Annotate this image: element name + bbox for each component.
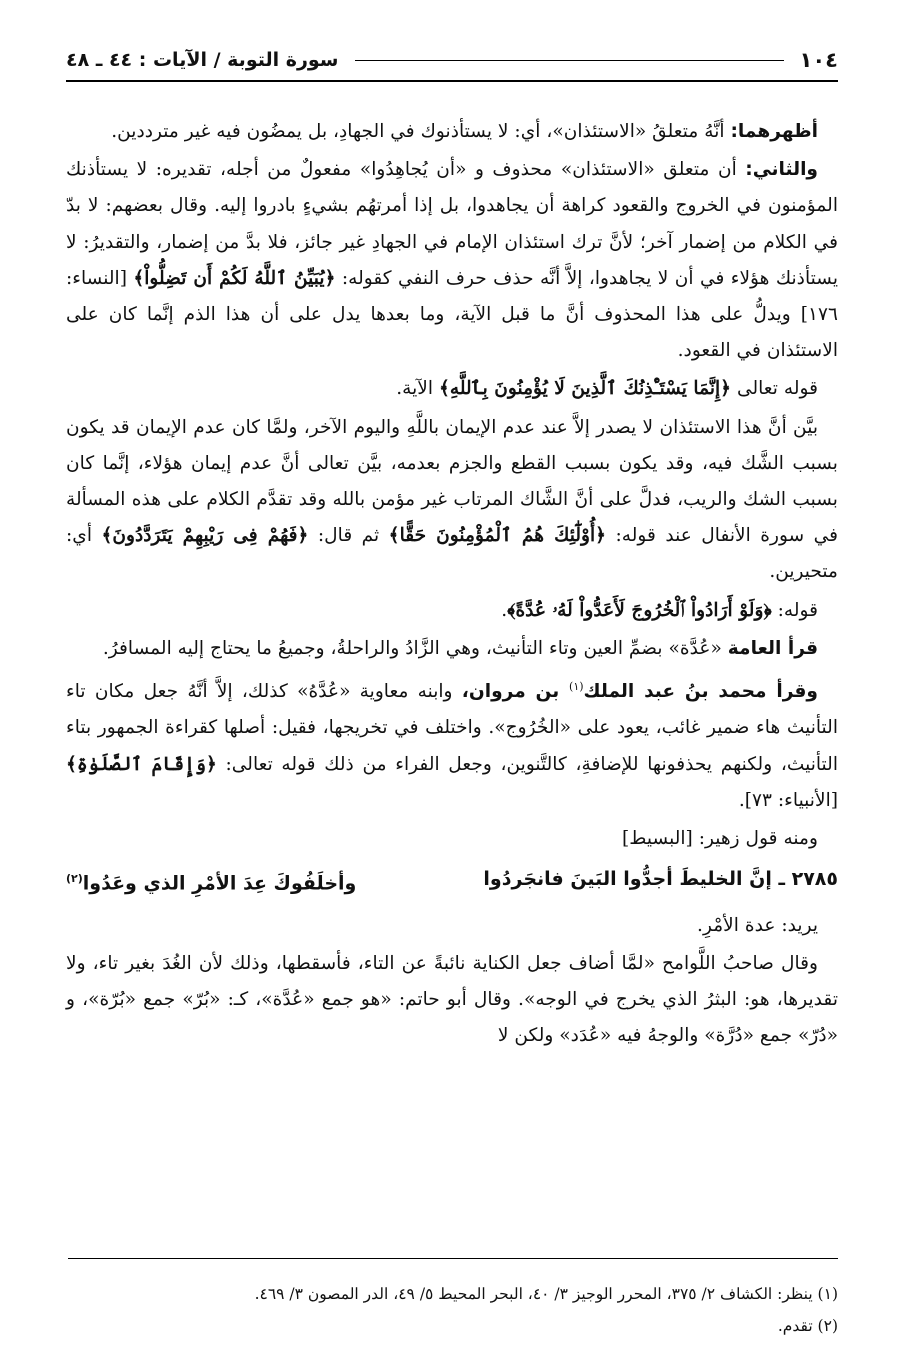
paragraph-8 bbox=[66, 821, 838, 857]
paragraph-9-text: يريد: عدة الأمْرِ. bbox=[697, 914, 818, 936]
paragraph-10-text: وقال صاحبُ اللَّوامح «لمَّا أضاف جعل الكناية نائبةً عن التاء، فأسقطها، وذلك لأن الغُدَ بغير تاء، ولا تقديرها، هو: البثرُ الذي يخرج في الوجه». وقال أبو حاتم: «هو جمع «عُدَّة»، كـ: «بُرّ» جمع «بُرّة»، و «دُرّ» جمع «دُرَّة» والوجهُ فيه «عُدَد» ولكن لا bbox=[66, 952, 838, 1047]
verse-second-hemistich bbox=[66, 861, 356, 902]
paragraph-1-lead: أظهرهما: bbox=[730, 121, 818, 142]
paragraph-6-lead: قرأ العامة bbox=[727, 637, 818, 659]
paragraph-6 bbox=[66, 631, 838, 667]
paragraph-7-text: وابنه معاوية «عُدَّهُ» كذلك، إلاَّ أنَّهُ جعل مكان تاء التأنيث هاء ضمير غائب، يعود على «الخُرُوج». واختلف في تخريجها، فقيل: أصلها كقراءة الجمهور بتاء التأنيث، ولكنهم يحذفونها للإضافةِ، كالتَّنوين، وجعل الفراء من ذلك قوله تعالى: bbox=[66, 681, 838, 775]
paragraph-4 bbox=[66, 410, 838, 591]
paragraph-7-text-cont: [الأنبياء: ٧٣]. bbox=[738, 789, 838, 811]
quran-quote: ﴿وَإِقَامَ ٱلصَّلَوٰةِ﴾ bbox=[66, 753, 217, 775]
quran-quote: ﴿أُوْلَٰٓئِكَ هُمُ ٱلْمُؤْمِنُونَ حَقًّا﴾ bbox=[388, 525, 607, 547]
running-title: سورة التوبة / الآيات : ٤٤ ـ ٤٨ bbox=[66, 49, 339, 71]
paragraph-4-text: بيَّن أنَّ هذا الاستئذان لا يصدر إلاَّ عند عدم الإيمان باللَّهِ واليوم الآخر، ولمَّا كان عدم الإيمان قد يكون بسبب الشَّك فيه، وقد يكون بسبب القطع والجزم بعدمه، بيَّن تعالى أنَّ عدم إيمان هؤلاء، إنَّما كان بسبب الشك والريب، فدلَّ على أنَّ الشَّاك المرتاب غير مؤمن بالله وقد تقدَّم الكلام على هذه المسألة في سورة الأنفال عند قوله: bbox=[66, 416, 838, 547]
paragraph-5-text-cont: . bbox=[501, 599, 508, 621]
paragraph-7-lead-cont: بن مروان، bbox=[461, 681, 570, 703]
paragraph-10 bbox=[66, 946, 838, 1055]
page-number: ١٠٤ bbox=[799, 48, 838, 72]
paragraph-7-lead: وقرأ محمد بنُ عبد الملك bbox=[583, 681, 818, 703]
verse-right-text: إنَّ الخليطَ أجدُّوا البَينَ فانجَردُوا bbox=[483, 868, 772, 891]
paragraph-1-text: أنَّهُ متعلقُ «الاستئذان»، أي: لا يستأذنوك في الجهادِ، بل يمضُون فيه غير مترددين. bbox=[111, 121, 731, 142]
footnote-2: (٢) تقدم. bbox=[777, 1317, 838, 1335]
paragraph-8-text: ومنه قول زهير: [البسيط] bbox=[622, 828, 818, 850]
header-rule bbox=[355, 60, 784, 61]
main-text bbox=[66, 114, 838, 1055]
page-header bbox=[66, 40, 838, 82]
paragraph-2-text: أن متعلق «الاستئذان» محذوف و «أن يُجاهِدُوا» مفعولٌ من أجله، تقديره: لا يستأذنك المؤمنون في الخروج والقعود كراهة أن يجاهدوا، بل إذا أمرتهُم بشيءٍ بادروا إليه. وقال بعضهم: لا بدّ في الكلام من إضمار آخر؛ لأنَّ ترك استئذان الإمام في الجهادِ غير جائز، فلا بدَّ من إضمار، والتقديرُ: لا يستأذنك هؤلاء في أن لا يجاهدوا، إلاَّ أنَّه حذف حرف النفي كقوله: bbox=[66, 159, 838, 289]
paragraph-3-text: قوله تعالى bbox=[731, 378, 818, 400]
verse-number: ٢٧٨٥ ـ bbox=[778, 868, 838, 891]
paragraph-2-lead: والثاني: bbox=[745, 159, 818, 181]
paragraph-3 bbox=[66, 371, 838, 407]
quran-quote: ﴿فَهُمْ فِى رَيْبِهِمْ يَتَرَدَّدُونَ﴾ bbox=[101, 525, 309, 547]
footnotes bbox=[66, 1278, 838, 1342]
document-page bbox=[66, 40, 838, 1340]
verse-first-hemistich bbox=[483, 861, 838, 902]
verse-left-text: وأخلَفُوكَ عِدَ الأمْرِ الذي وعَدُوا bbox=[82, 872, 357, 895]
quran-quote: ﴿إِنَّمَا يَسْتَـْٔذِنُكَ ٱلَّذِينَ لَا يُؤْمِنُونَ بِٱللَّهِ﴾ bbox=[439, 378, 732, 400]
paragraph-4-text-cont: ثم قال: bbox=[308, 525, 389, 547]
paragraph-1 bbox=[66, 114, 838, 150]
paragraph-2 bbox=[66, 152, 838, 369]
paragraph-4-text-end: أي: متحيرين. bbox=[66, 525, 838, 583]
paragraph-6-text: «عُدَّة» بضمِّ العين وتاء التأنيث، وهي الزَّادُ والراحلةُ، وجميعُ ما يحتاج إليه المسافرُ. bbox=[102, 637, 728, 659]
quran-quote: ﴿وَلَوْ أَرَادُواْ ٱلْخُرُوجَ لَأَعَدُّواْ لَهُۥ عُدَّةً﴾ bbox=[507, 599, 772, 621]
footnote-ref-2: (٢) bbox=[66, 872, 83, 886]
poetry-verse bbox=[66, 861, 838, 902]
paragraph-2-text-cont: [النساء: ١٧٦] ويدلُّ على هذا المحذوف أنَّ ما قبل الآية، وما بعدها يدل على أن هذا الذم إنَّما كان على الاستئذان في القعود. bbox=[66, 267, 838, 362]
quran-quote: ﴿يُبَيِّنُ ٱللَّهُ لَكُمْ أَن تَضِلُّواْ﴾ bbox=[133, 267, 336, 289]
footnote-ref-1: (١) bbox=[569, 680, 584, 694]
footnote-1: (١) ينظر: الكشاف ٢/ ٣٧٥، المحرر الوجيز ٣/ ٤٠، البحر المحيط ٥/ ٤٩، الدر المصون ٣/ ٤٦٩. bbox=[254, 1285, 838, 1303]
paragraph-9 bbox=[66, 908, 838, 944]
paragraph-5-text: قوله: bbox=[771, 599, 818, 621]
paragraph-3-text-cont: الآية. bbox=[396, 378, 439, 400]
footnote-divider bbox=[68, 1258, 838, 1259]
paragraph-7 bbox=[66, 669, 838, 819]
paragraph-5 bbox=[66, 593, 838, 629]
